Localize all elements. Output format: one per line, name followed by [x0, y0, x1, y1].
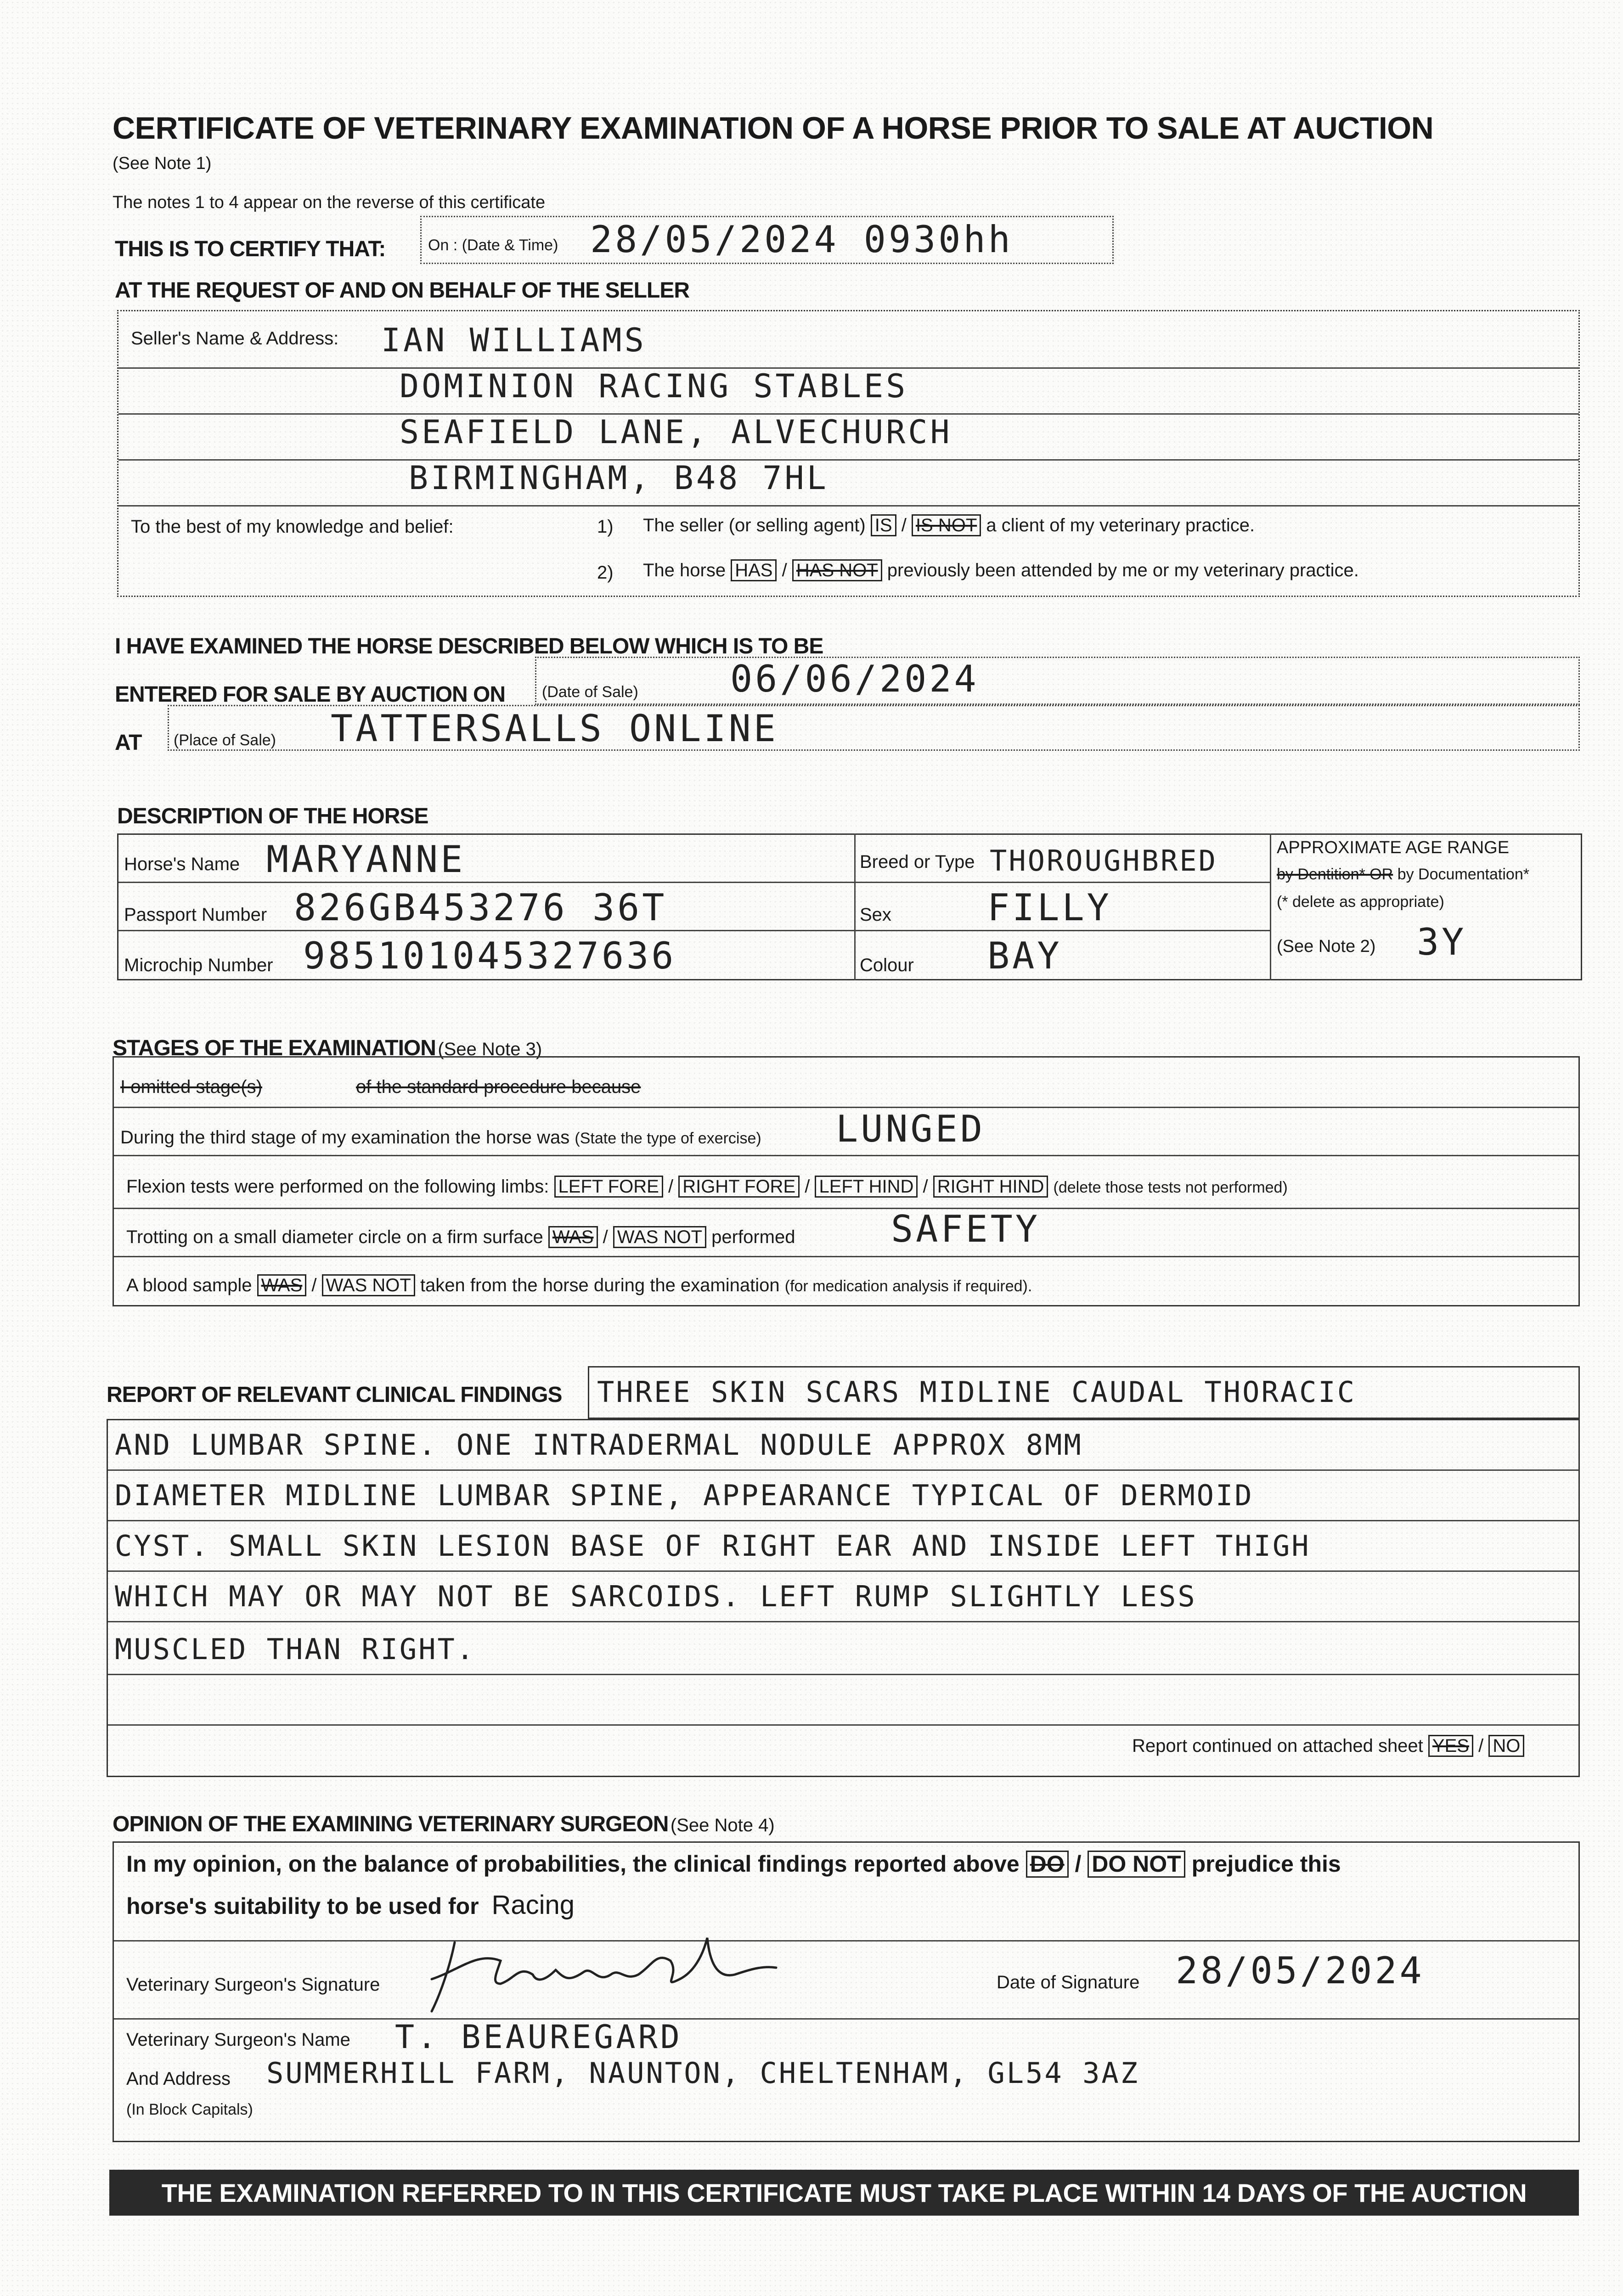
report-label: REPORT OF RELEVANT CLINICAL FINDINGS: [107, 1383, 562, 1407]
horse-has-not-option[interactable]: HAS NOT: [792, 559, 882, 581]
omitted-stages-reason: of the standard procedure because: [356, 1077, 641, 1097]
report-line-4: CYST. SMALL SKIN LESION BASE OF RIGHT EAR AND INSIDE LEFT THIGH: [115, 1529, 1311, 1563]
belief-item-1-text-a: The seller (or selling agent): [643, 515, 866, 535]
trotting-was-not-option[interactable]: WAS NOT: [613, 1226, 706, 1248]
microchip-number-value: 985101045327636: [303, 934, 676, 977]
report-line-6: MUSCLED THAN RIGHT.: [115, 1632, 476, 1666]
breed-label: Breed or Type: [860, 852, 975, 872]
sex-label: Sex: [860, 905, 891, 925]
third-stage-hint: (State the type of exercise): [575, 1130, 761, 1147]
third-stage-label: [120, 1127, 761, 1148]
age-by-dentition-option[interactable]: by Dentition* OR: [1277, 866, 1393, 883]
date-of-sale-label: (Date of Sale): [542, 683, 638, 701]
flexion-right-hind[interactable]: RIGHT HIND: [933, 1176, 1048, 1198]
flexion-right-fore[interactable]: RIGHT FORE: [678, 1176, 800, 1198]
on-date-value: 28/05/2024 0930hh: [590, 218, 1013, 261]
seller-address-line-3: SEAFIELD LANE, ALVECHURCH: [400, 413, 952, 451]
seller-section-label: AT THE REQUEST OF AND ON BEHALF OF THE SELLER: [115, 278, 689, 303]
omitted-stages-label: I omitted stage(s): [120, 1077, 263, 1097]
report-continued-yes[interactable]: YES: [1428, 1735, 1473, 1757]
horse-name-value: MARYANNE: [266, 838, 466, 881]
flexion-row: Flexion tests were performed on the following limbs: LEFT FORE / RIGHT FORE / LEFT HIND / RIGHT HIND (delete those tests not performed): [126, 1176, 1288, 1197]
blood-was-option[interactable]: WAS: [257, 1274, 307, 1296]
trotting-performed-text: performed: [711, 1227, 795, 1247]
vet-address-value: SUMMERHILL FARM, NAUNTON, CHELTENHAM, GL54 3AZ: [266, 2056, 1140, 2090]
age-range-title: APPROXIMATE AGE RANGE: [1277, 838, 1510, 857]
date-of-signature-label: Date of Signature: [997, 1972, 1140, 1992]
opinion-text-a: In my opinion, on the balance of probabilities, the clinical findings reported above: [126, 1851, 1020, 1877]
third-stage-value: LUNGED: [836, 1108, 985, 1150]
see-note-1: (See Note 1): [113, 154, 212, 173]
date-of-signature-value: 28/05/2024: [1176, 1949, 1425, 1992]
notes-line: The notes 1 to 4 appear on the reverse of this certificate: [113, 193, 546, 212]
blood-sample-row: A blood sample WAS / WAS NOT taken from the horse during the examination (for medication analysis if required).: [126, 1275, 1032, 1295]
report-continued-no[interactable]: NO: [1488, 1735, 1524, 1757]
age-by-documentation-option[interactable]: by Documentation*: [1397, 866, 1529, 883]
trotting-value: SAFETY: [891, 1208, 1040, 1250]
date-of-sale-value: 06/06/2024: [730, 658, 979, 700]
belief-item-2-text-b: previously been attended by me or my veterinary practice.: [887, 560, 1359, 580]
entered-for-sale-label: ENTERED FOR SALE BY AUCTION ON: [115, 682, 506, 707]
seller-is-option[interactable]: IS: [871, 514, 896, 536]
opinion-text-line-1: In my opinion, on the balance of probabilities, the clinical findings reported above DO / DO NOT prejudice this: [126, 1851, 1341, 1877]
seller-address-line-1: IAN WILLIAMS: [381, 321, 647, 359]
age-delete-note: (* delete as appropriate): [1277, 893, 1444, 911]
belief-item-2: The horse HAS / HAS NOT previously been attended by me or my veterinary practice.: [643, 560, 1359, 580]
flexion-left-hind[interactable]: LEFT HIND: [815, 1176, 918, 1198]
place-of-sale-value: TATTERSALLS ONLINE: [331, 707, 778, 750]
opinion-do-option[interactable]: DO: [1026, 1851, 1069, 1878]
opinion-section-label: OPINION OF THE EXAMINING VETERINARY SURGEON: [113, 1812, 669, 1836]
vet-name-label: Veterinary Surgeon's Name: [126, 2030, 350, 2050]
trotting-label: Trotting on a small diameter circle on a firm surface: [126, 1227, 543, 1247]
signature-label: Veterinary Surgeon's Signature: [126, 1975, 380, 1995]
seller-address-line-2: DOMINION RACING STABLES: [400, 367, 908, 405]
opinion-text-b: prejudice this: [1191, 1851, 1341, 1877]
report-line-3: DIAMETER MIDLINE LUMBAR SPINE, APPEARANCE TYPICAL OF DERMOID: [115, 1479, 1254, 1512]
report-line-1: THREE SKIN SCARS MIDLINE CAUDAL THORACIC: [597, 1375, 1357, 1409]
trotting-row: Trotting on a small diameter circle on a firm surface WAS / WAS NOT performed: [126, 1227, 795, 1247]
age-see-note-2: (See Note 2): [1277, 937, 1376, 956]
report-line-5: WHICH MAY OR MAY NOT BE SARCOIDS. LEFT RUMP SLIGHTLY LESS: [115, 1580, 1197, 1613]
seller-name-address-label: Seller's Name & Address:: [131, 328, 339, 349]
flexion-left-fore[interactable]: LEFT FORE: [554, 1176, 663, 1198]
seller-box: [117, 310, 1580, 597]
vet-address-label: And Address: [126, 2069, 231, 2089]
report-line-2: AND LUMBAR SPINE. ONE INTRADERMAL NODULE APPROX 8MM: [115, 1428, 1083, 1462]
colour-label: Colour: [860, 955, 914, 975]
blood-sample-text: taken from the horse during the examination: [420, 1275, 780, 1295]
at-label: AT: [115, 731, 142, 755]
passport-number-value: 826GB453276 36T: [294, 886, 667, 929]
footer-banner: THE EXAMINATION REFERRED TO IN THIS CERTIFICATE MUST TAKE PLACE WITHIN 14 DAYS OF THE AUCTION: [109, 2170, 1579, 2216]
trotting-was-option[interactable]: WAS: [548, 1226, 598, 1248]
third-stage-text: During the third stage of my examination the horse was: [120, 1127, 570, 1148]
certify-label: THIS IS TO CERTIFY THAT:: [115, 237, 386, 261]
flexion-note: (delete those tests not performed): [1053, 1179, 1288, 1196]
horse-name-label: Horse's Name: [124, 854, 240, 874]
opinion-text-line-2: [126, 1890, 575, 1920]
blood-sample-note: (for medication analysis if required).: [784, 1277, 1032, 1295]
report-continued-row: Report continued on attached sheet YES / NO: [1132, 1735, 1524, 1757]
breed-value: THOROUGHBRED: [990, 844, 1217, 878]
colour-value: BAY: [987, 934, 1062, 977]
belief-label: To the best of my knowledge and belief:: [131, 517, 454, 537]
blood-sample-label: A blood sample: [126, 1275, 252, 1295]
vet-signature-image: [423, 1924, 781, 2016]
belief-item-1: The seller (or selling agent) IS / IS NOT a client of my veterinary practice.: [643, 515, 1255, 535]
passport-number-label: Passport Number: [124, 905, 267, 925]
description-section-label: DESCRIPTION OF THE HORSE: [117, 804, 428, 828]
opinion-use-value: Racing: [491, 1890, 575, 1920]
opinion-see-note-4: (See Note 4): [670, 1815, 775, 1835]
block-capitals-note: (In Block Capitals): [126, 2101, 253, 2118]
report-continued-label: Report continued on attached sheet: [1132, 1736, 1423, 1756]
stages-section-label: STAGES OF THE EXAMINATION: [113, 1036, 436, 1060]
belief-item-2-text-a: The horse: [643, 560, 726, 580]
flexion-label: Flexion tests were performed on the following limbs:: [126, 1176, 549, 1197]
age-value: 3Y: [1417, 921, 1467, 963]
seller-is-not-option[interactable]: IS NOT: [912, 514, 981, 536]
belief-item-1-number: 1): [597, 517, 614, 537]
age-method: [1277, 866, 1529, 884]
opinion-heading: [113, 1812, 775, 1837]
blood-was-not-option[interactable]: WAS NOT: [322, 1274, 415, 1296]
vet-name-value: T. BEAUREGARD: [395, 2018, 682, 2056]
seller-address-line-4: BIRMINGHAM, B48 7HL: [409, 459, 829, 497]
microchip-number-label: Microchip Number: [124, 955, 273, 975]
certificate-title: CERTIFICATE OF VETERINARY EXAMINATION OF A HORSE PRIOR TO SALE AT AUCTION: [113, 111, 1434, 146]
belief-item-1-text-b: a client of my veterinary practice.: [986, 515, 1255, 535]
horse-has-option[interactable]: HAS: [731, 559, 777, 581]
on-date-label: On : (Date & Time): [428, 236, 558, 254]
date-of-sale-field[interactable]: [535, 657, 1580, 705]
opinion-do-not-option[interactable]: DO NOT: [1088, 1851, 1185, 1878]
place-of-sale-label: (Place of Sale): [174, 732, 276, 749]
stages-see-note-3: (See Note 3): [438, 1039, 542, 1059]
examined-label: I HAVE EXAMINED THE HORSE DESCRIBED BELOW WHICH IS TO BE: [115, 634, 823, 658]
belief-item-2-number: 2): [597, 563, 614, 583]
sex-value: FILLY: [987, 886, 1112, 929]
opinion-text-c: horse's suitability to be used for: [126, 1893, 479, 1919]
